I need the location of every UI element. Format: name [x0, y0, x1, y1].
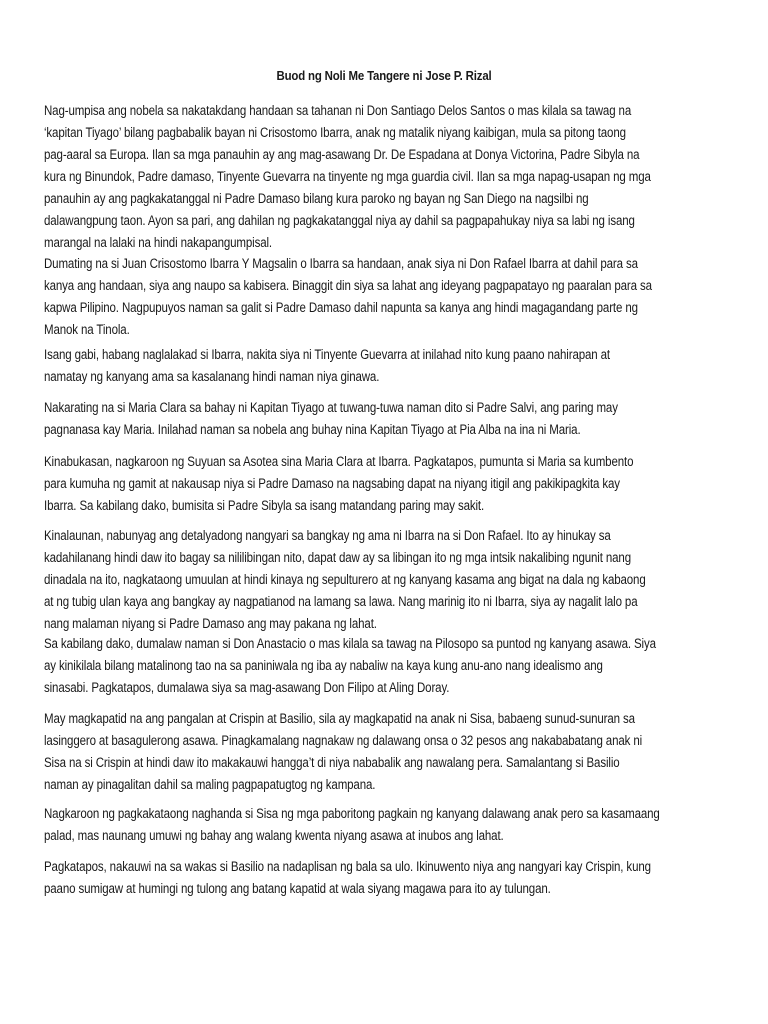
- paragraph-2: [44, 253, 734, 341]
- text-line: May magkapatid na ang pangalan at Crispin at Basilio, sila ay magkapatid na anak ni Sisa, babaeng sunud-sunuran sa: [44, 711, 635, 726]
- text-line: panauhin ay ang pagkakatanggal ni Padre Damaso bilang kura paroko ng bayan ng San Diego na nagsilbi ng: [44, 191, 589, 206]
- text-line: dalawangpung taon. Ayon sa pari, ang dahilan ng pagkakatanggal niya ay dahil sa pagpapahukay niya sa labi ng isang: [44, 213, 635, 228]
- paragraph-10: [44, 856, 734, 900]
- text-line: sinasabi. Pagkatapos, dumalawa siya sa mag-asawang Don Filipo at Aling Doray.: [44, 680, 450, 695]
- text-line: ‘kapitan Tiyago’ bilang pagbabalik bayan ni Crisostomo Ibarra, anak ng matalik niyang kaibigan, mula sa pitong taong: [44, 125, 626, 140]
- text-line: Dumating na si Juan Crisostomo Ibarra Y Magsalin o Ibarra sa handaan, anak siya ni Don Rafael Ibarra at dahil para sa: [44, 256, 638, 271]
- paragraph-9: [44, 803, 734, 847]
- text-line: nang malaman niyang si Padre Damaso ang may pakana ng lahat.: [44, 616, 377, 631]
- paragraph-3: [44, 344, 734, 388]
- text-line: para kumuha ng gamit at nakausap niya si Padre Damaso na nagsabing dapat na niyang itigil ang pakikipagkita kay: [44, 476, 620, 491]
- text-line: marangal na lalaki na hindi nakapangumpisal.: [44, 235, 273, 250]
- text-line: paano sumigaw at humingi ng tulong ang batang kapatid at wala siyang magawa para ito ay tulungan.: [44, 881, 551, 896]
- text-line: Pagkatapos, nakauwi na sa wakas si Basilio na nadaplisan ng bala sa ulo. Ikinuwento niya ang nangyari kay Crispin, kung: [44, 859, 651, 874]
- text-line: namatay ng kanyang ama sa kasalanang hindi naman niya ginawa.: [44, 369, 380, 384]
- text-line: Manok na Tinola.: [44, 322, 130, 337]
- text-line: Ibarra. Sa kabilang dako, bumisita si Padre Sibyla sa isang matandang paring may sakit.: [44, 498, 485, 513]
- text-line: Kinalaunan, nabunyag ang detalyadong nangyari sa bangkay ng ama ni Ibarra na si Don Rafael. Ito ay hinukay sa: [44, 528, 611, 543]
- text-line: lasinggero at basagulerong asawa. Pinagkamalang nagnakaw ng dalawang onsa o 32 pesos ang nakababatang anak ni: [44, 733, 643, 748]
- text-line: kanya ang handaan, siya ang naupo sa kabisera. Binaggit din siya sa lahat ang ideyang pagpapatayo ng paaralan para sa: [44, 278, 652, 293]
- paragraph-4: [44, 397, 734, 441]
- text-line: pagnanasa kay Maria. Inilahad naman sa nobela ang buhay nina Kapitan Tiyago at Pia Alba na ina ni Maria.: [44, 422, 581, 437]
- text-line: ay kinikilala bilang matalinong tao na sa paniniwala ng iba ay nabaliw na kaya kung anu-ano nang idealismo ang: [44, 658, 603, 673]
- text-line: palad, mas naunang umuwi ng bahay ang walang kwenta niyang asawa at inubos ang lahat.: [44, 828, 504, 843]
- text-line: kura ng Binundok, Padre damaso, Tinyente Guevarra na tinyente ng mga guardia civil. Ilan sa mga napag-usapan ng mga: [44, 169, 651, 184]
- text-line: Nakarating na si Maria Clara sa bahay ni Kapitan Tiyago at tuwang-tuwa naman dito si Padre Salvi, ang paring may: [44, 400, 618, 415]
- text-line: Kinabukasan, nagkaroon ng Suyuan sa Asotea sina Maria Clara at Ibarra. Pagkatapos, pumunta si Maria sa kumbento: [44, 454, 634, 469]
- text-line: Sa kabilang dako, dumalaw naman si Don Anastacio o mas kilala sa tawag na Pilosopo sa puntod ng kanyang asawa. Siya: [44, 636, 656, 651]
- text-line: dinadala na ito, nagkataong umuulan at hindi kinaya ng sepulturero at ng kanyang kasama ang bigat na dala ng kabaong: [44, 572, 646, 587]
- paragraph-6: [44, 525, 734, 635]
- text-line: at ng tubig ulan kaya ang bangkay ay nagpatianod na lamang sa lawa. Nang marinig ito ni Ibarra, siya ay nagalit lalo pa: [44, 594, 638, 609]
- text-line: kadahilanang hindi daw ito bagay sa nililibingan nito, dapat daw ay sa libingan ito ng mga intsik nakalibing ngunit nang: [44, 550, 631, 565]
- text-line: Isang gabi, habang naglalakad si Ibarra, nakita siya ni Tinyente Guevarra at inilahad nito kung paano nahirapan at: [44, 347, 610, 362]
- paragraph-5: [44, 451, 734, 517]
- text-line: Nag-umpisa ang nobela sa nakatakdang handaan sa tahanan ni Don Santiago Delos Santos o mas kilala sa tawag na: [44, 103, 632, 118]
- document-title: Buod ng Noli Me Tangere ni Jose P. Rizal: [276, 68, 492, 83]
- paragraph-7: [44, 633, 734, 699]
- paragraph-8: [44, 708, 734, 796]
- paragraph-1: [44, 100, 734, 254]
- text-line: naman ay pinagalitan dahil sa maling pagpapatugtog ng kampana.: [44, 777, 376, 792]
- text-line: Sisa na si Crispin at hindi daw ito makakauwi hangga’t di niya nababalik ang nawalang pera. Samalantang si Basilio: [44, 755, 620, 770]
- text-line: pag-aaral sa Europa. Ilan sa mga panauhin ay ang mag-asawang Dr. De Espadana at Donya Victorina, Padre Sibyla na: [44, 147, 640, 162]
- text-line: Nagkaroon ng pagkakataong naghanda si Sisa ng mga paboritong pagkain ng kanyang dalawang anak pero sa kasamaang: [44, 806, 660, 821]
- text-line: kapwa Pilipino. Nagpupuyos naman sa galit si Padre Damaso dahil napunta sa kanya ang hindi magagandang parte ng: [44, 300, 638, 315]
